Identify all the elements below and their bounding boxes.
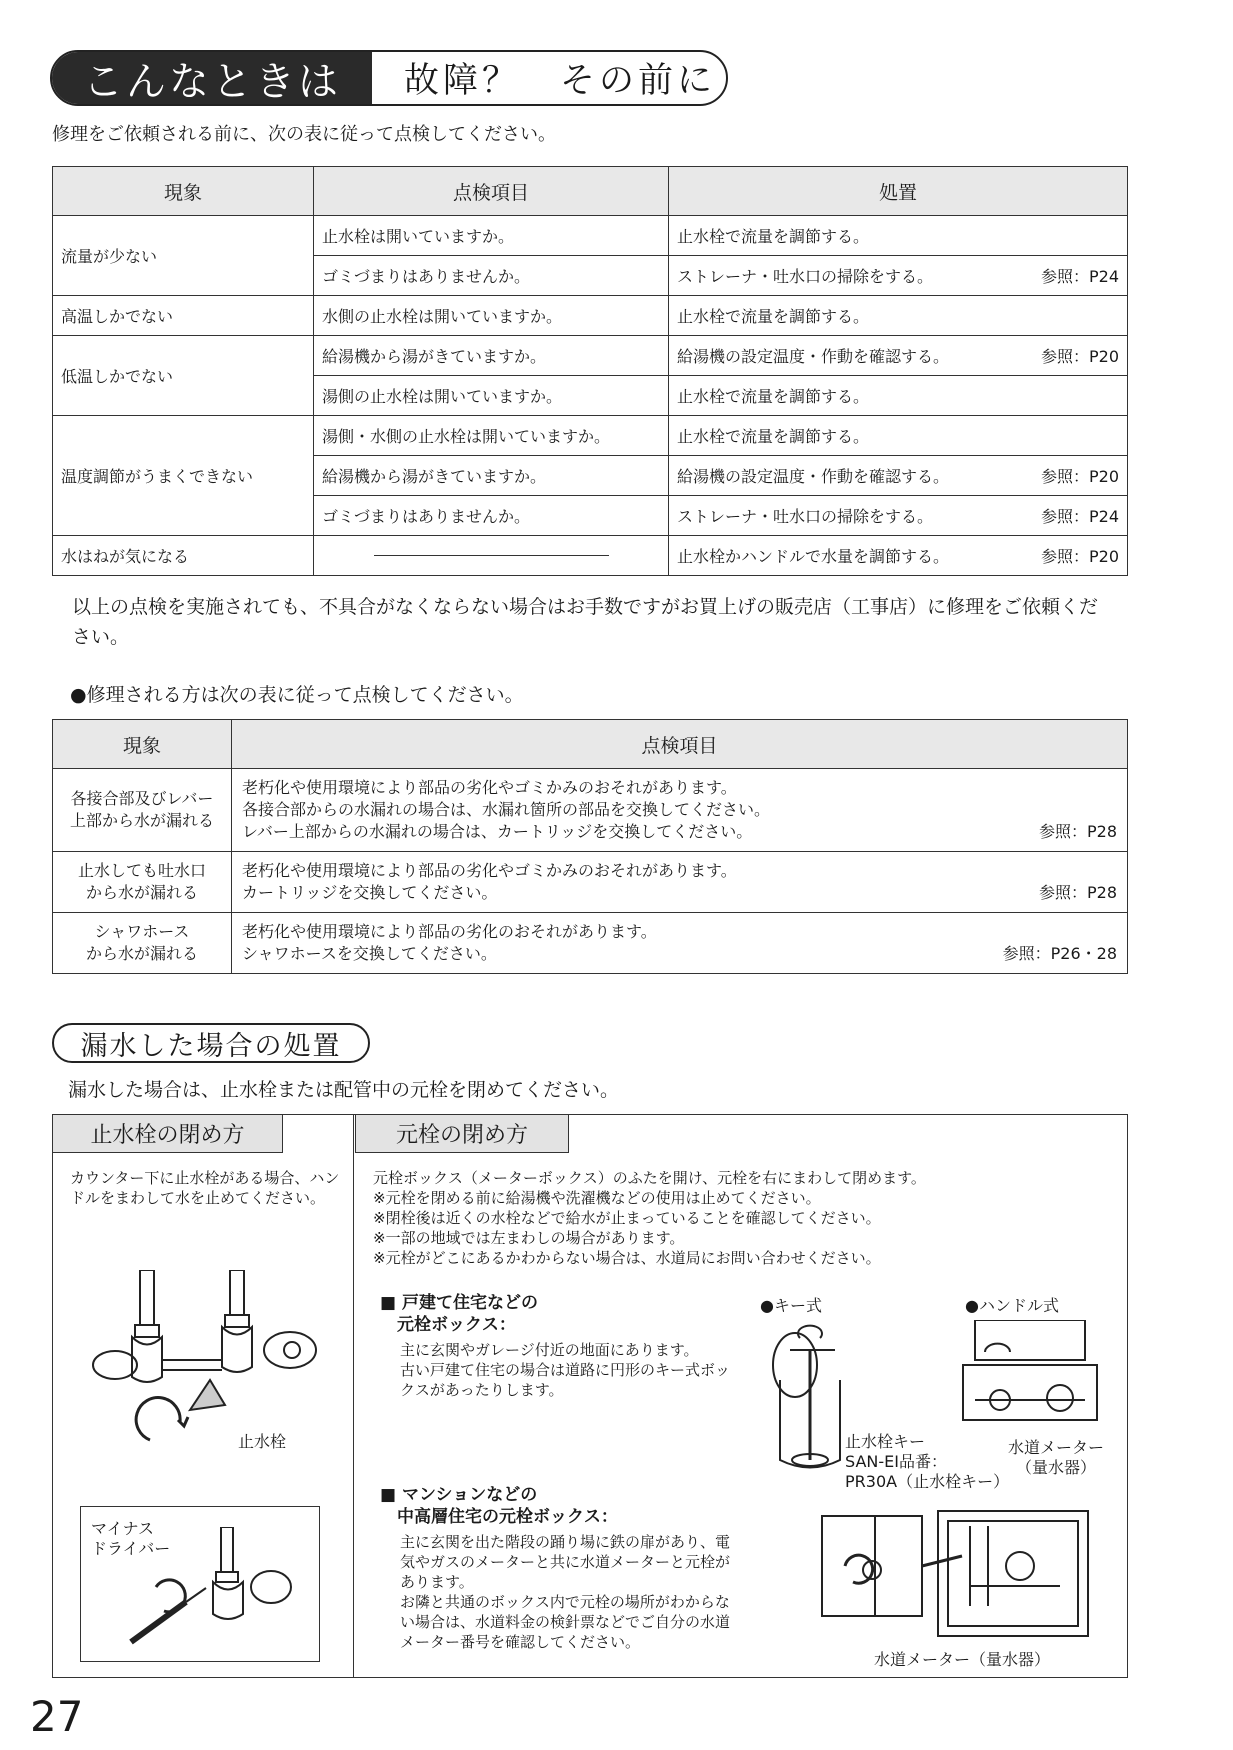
table-row xyxy=(53,769,1128,852)
table-row xyxy=(53,416,1128,456)
driver-label: マイナス ドライバー xyxy=(91,1519,171,1558)
page-reference: 参照：P26・28 xyxy=(1002,944,1117,963)
table-row xyxy=(53,296,1128,336)
table-row xyxy=(53,336,1128,376)
mansion-heading: ■ マンションなどの 中高層住宅の元栓ボックス： xyxy=(380,1485,618,1527)
symptom-cell: 各接合部及びレバー 上部から水が漏れる xyxy=(53,769,232,852)
action-text: 止水栓で流量を調節する。 xyxy=(677,387,870,406)
symptom-cell: 流量が少ない xyxy=(53,216,314,296)
house-text: 主に玄関やガレージ付近の地面にあります。 古い戸建て住宅の場合は道路に円形のキー式ボックスがあったりします。 xyxy=(400,1341,731,1399)
action-text: 止水栓で流量を調節する。 xyxy=(677,227,870,246)
check-cell xyxy=(232,852,1128,913)
col-header-check: 点検項目 xyxy=(314,167,669,216)
action-cell xyxy=(669,496,1128,536)
column-divider xyxy=(353,1114,354,1678)
action-cell xyxy=(669,256,1128,296)
repair-note: 以上の点検を実施されても、不具合がなくならない場合はお手数ですがお買上げの販売店（工事店）に修理をご依頼ください。 xyxy=(72,596,1099,648)
check-cell: ゴミづまりはありませんか。 xyxy=(314,496,669,536)
symptom-cell: シャワホース から水が漏れる xyxy=(53,913,232,974)
stop-valve-illustration xyxy=(80,1270,330,1470)
troubleshooting-table xyxy=(52,166,1128,576)
action-cell xyxy=(669,336,1128,376)
page-number: 27 xyxy=(30,1692,84,1741)
mansion-meter-label: 水道メーター（量水器） xyxy=(874,1650,1051,1669)
check-text: 老朽化や使用環境により部品の劣化やゴミかみのおそれがあります。 各接合部からの水漏れの場合は、水漏れ箇所の部品を交換してください。 レバー上部からの水漏れの場合は、カートリッジを交換してください。 xyxy=(242,778,771,841)
check-cell xyxy=(232,769,1128,852)
page-reference: 参照：P28 xyxy=(1038,883,1117,902)
action-text: 止水栓で流量を調節する。 xyxy=(677,427,870,446)
col-header-action: 処置 xyxy=(669,167,1128,216)
action-text: ストレーナ・吐水口の掃除をする。 xyxy=(677,267,934,286)
col-header-symptom: 現象 xyxy=(53,720,232,769)
check-cell: 湯側・水側の止水栓は開いていますか。 xyxy=(314,416,669,456)
symptom-cell: 温度調節がうまくできない xyxy=(53,416,314,536)
leak-section-title: 漏水した場合の処置 xyxy=(52,1023,370,1063)
check-cell: ゴミづまりはありませんか。 xyxy=(314,256,669,296)
mansion-box-illustration xyxy=(820,1506,1120,1646)
action-cell xyxy=(669,376,1128,416)
check-cell: 止水栓は開いていますか。 xyxy=(314,216,669,256)
table-row xyxy=(53,913,1128,974)
action-text: ストレーナ・吐水口の掃除をする。 xyxy=(677,507,934,526)
main-valve-instruction: 元栓ボックス（メーターボックス）のふたを開け、元栓を右にまわして閉めます。 ※元栓を閉める前に給湯機や洗濯機などの使用は止めてください。 ※閉栓後は近くの水栓などで給水が止まっていることを確認してください。 ※一部の地域では左まわしの場合があります。 ※元栓がどこにあるかわからない場合は、水道局にお問い合わせください。 xyxy=(373,1169,926,1267)
valve-instruction: カウンター下に止水栓がある場合、ハンドルをまわして水を止めてください。 xyxy=(70,1169,340,1207)
table-row xyxy=(53,536,1128,576)
page-reference: 参照：P28 xyxy=(1038,822,1117,841)
header-right-title: 故障？ その前に xyxy=(404,61,717,101)
tab-valve-close: 止水栓の閉め方 xyxy=(53,1115,283,1153)
col-header-symptom: 現象 xyxy=(53,167,314,216)
action-cell xyxy=(669,536,1128,576)
action-text: 給湯機の設定温度・作動を確認する。 xyxy=(677,347,950,366)
handle-box-illustration xyxy=(955,1320,1105,1435)
page-reference: 参照：P24 xyxy=(1040,267,1119,286)
check-cell xyxy=(232,913,1128,974)
meter-label: 水道メーター （量水器） xyxy=(1008,1438,1105,1477)
action-text: 止水栓かハンドルで水量を調節する。 xyxy=(677,547,950,566)
check-cell: 湯側の止水栓は開いていますか。 xyxy=(314,376,669,416)
check-cell: 水側の止水栓は開いていますか。 xyxy=(314,296,669,336)
check-text: 老朽化や使用環境により部品の劣化のおそれがあります。 シャワホースを交換してください。 xyxy=(242,922,657,963)
check-cell: 給湯機から湯がきていますか。 xyxy=(314,456,669,496)
key-label: 止水栓キー SAN-EI品番： PR30A（止水栓キー） xyxy=(845,1432,1010,1491)
key-type-label: ●キー式 xyxy=(760,1296,822,1315)
tab-main-valve-close: 元栓の閉め方 xyxy=(355,1115,569,1153)
action-text: 止水栓で流量を調節する。 xyxy=(677,307,870,326)
page-reference: 参照：P24 xyxy=(1040,507,1119,526)
symptom-cell: 水はねが気になる xyxy=(53,536,314,576)
page-reference: 参照：P20 xyxy=(1040,347,1119,366)
table-row xyxy=(53,216,1128,256)
symptom-cell: 高温しかでない xyxy=(53,296,314,336)
action-cell xyxy=(669,416,1128,456)
screwdriver-illustration xyxy=(121,1527,311,1657)
action-cell xyxy=(669,456,1128,496)
mansion-text: 主に玄関を出た階段の踊り場に鉄の扉があり、電気やガスのメーターと共に水道メーターと元栓があります。 お隣と共通のボックス内で元栓の場所がわからない場合は、水道料金の検針票などでご自分の水道メーター番号を確認してください。 xyxy=(400,1533,731,1651)
handle-type-label: ●ハンドル式 xyxy=(965,1296,1059,1315)
check-text: 老朽化や使用環境により部品の劣化やゴミかみのおそれがあります。 カートリッジを交換してください。 xyxy=(242,861,737,902)
page-reference: 参照：P20 xyxy=(1040,467,1119,486)
intro-text: 修理をご依頼される前に、次の表に従って点検してください。 xyxy=(52,124,556,145)
action-cell xyxy=(669,216,1128,256)
dash-line xyxy=(374,555,609,556)
check-cell xyxy=(314,536,669,576)
header-left-title: こんなときは xyxy=(52,52,382,104)
house-heading: ■ 戸建て住宅などの 元栓ボックス： xyxy=(380,1293,538,1335)
page-reference: 参照：P20 xyxy=(1040,547,1119,566)
col-header-check: 点検項目 xyxy=(232,720,1128,769)
check-cell: 給湯機から湯がきていますか。 xyxy=(314,336,669,376)
leak-intro: 漏水した場合は、止水栓または配管中の元栓を閉めてください。 xyxy=(68,1079,620,1101)
repair-table xyxy=(52,719,1128,974)
action-text: 給湯機の設定温度・作動を確認する。 xyxy=(677,467,950,486)
action-cell xyxy=(669,296,1128,336)
symptom-cell: 止水しても吐水口 から水が漏れる xyxy=(53,852,232,913)
symptom-cell: 低温しかでない xyxy=(53,336,314,416)
page-header xyxy=(50,50,728,106)
table-row xyxy=(53,852,1128,913)
repair-person-note: ●修理される方は次の表に従って点検してください。 xyxy=(70,684,524,706)
valve-label: 止水栓 xyxy=(238,1432,287,1451)
driver-inset xyxy=(80,1506,320,1662)
